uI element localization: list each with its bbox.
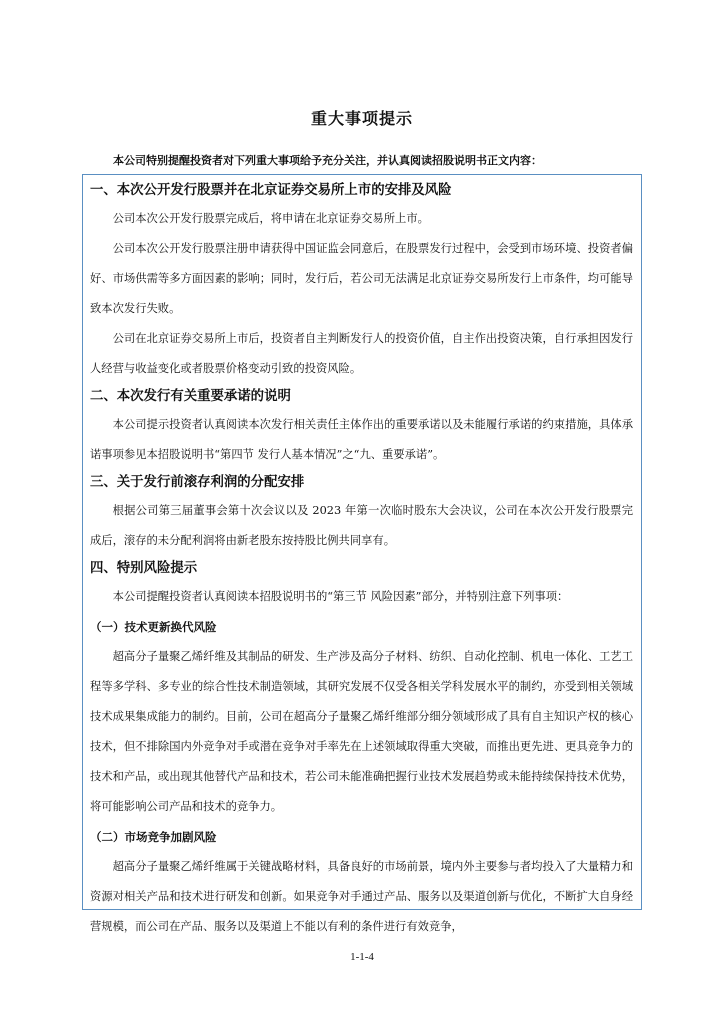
subsection-heading-competition-risk: （二）市场竞争加剧风险 bbox=[90, 830, 217, 844]
paragraph: 公司本次公开发行股票注册申请获得中国证监会同意后，在股票发行过程中，会受到市场环境、投资者偏好、市场供需等多方面因素的影响；同时，发行后，若公司无法满足北京证券交易所发行上市条件，均可能导致本次发行失败。 bbox=[90, 242, 633, 315]
paragraph: 根据公司第三届董事会第十次会议以及 2023 年第一次临时股东大会决议，公司在本次公开发行股票完成后，滚存的未分配利润将由新老股东按持股比例共同享有。 bbox=[90, 504, 633, 547]
paragraph: 超高分子量聚乙烯纤维及其制品的研发、生产涉及高分子材料、纺织、自动化控制、机电一体化、工艺工程等多学科、多专业的综合性技术制造领域，其研究发展不仅受各相关学科发展水平的制约，亦受到相关领域技术成果集成能力的制约。目前，公司在超高分子量聚乙烯纤维部分细分领域形成了具有自主知识产权的核心技术，但不排除国内外竞争对手或潜在竞争对手率先在上述领域取得重大突破，而推出更先进、更具竞争力的技术和产品，或出现其他替代产品和技术，若公司未能准确把握行业技术发展趋势或未能持续保持技术优势，将可能影响公司产品和技术的竞争力。 bbox=[90, 650, 633, 813]
paragraph: 本公司提醒投资者认真阅读本招股说明书的“第三节 风险因素”部分，并特别注意下列事项： bbox=[112, 590, 569, 603]
notice-box bbox=[82, 174, 642, 933]
intro-notice: 本公司特别提醒投资者对下列重大事项给予充分关注，并认真阅读招股说明书正文内容： bbox=[113, 154, 542, 167]
subsection-heading-tech-risk: （一）技术更新换代风险 bbox=[90, 620, 217, 634]
section-heading-2: 二、本次发行有关重要承诺的说明 bbox=[90, 389, 291, 404]
page-number: 1-1-4 bbox=[350, 951, 374, 963]
paragraph: 公司在北京证券交易所上市后，投资者自主判断发行人的投资价值，自主作出投资决策，自行承担因发行人经营与收益变化或者股票价格变动引致的投资风险。 bbox=[90, 332, 633, 375]
page-title: 重大事项提示 bbox=[310, 109, 413, 128]
paragraph: 公司本次公开发行股票完成后，将申请在北京证券交易所上市。 bbox=[112, 212, 429, 225]
section-heading-4: 四、特别风险提示 bbox=[90, 561, 198, 576]
paragraph: 超高分子量聚乙烯纤维属于关键战略材料，具备良好的市场前景，境内外主要参与者均投入了大量精力和资源对相关产品和技术进行研发和创新。如果竞争对手通过产品、服务以及渠道创新与优化，不断扩大自身经营规模，而公司在产品、服务以及渠道上不能以有利的条件进行有效竞争， bbox=[90, 860, 633, 933]
paragraph: 本公司提示投资者认真阅读本次发行相关责任主体作出的重要承诺以及未能履行承诺的约束措施，具体承诺事项参见本招股说明书“第四节 发行人基本情况”之“九、重要承诺”。 bbox=[90, 418, 633, 461]
section-heading-3: 三、关于发行前滚存利润的分配安排 bbox=[90, 475, 305, 490]
section-heading-1: 一、本次公开发行股票并在北京证券交易所上市的安排及风险 bbox=[90, 183, 452, 198]
